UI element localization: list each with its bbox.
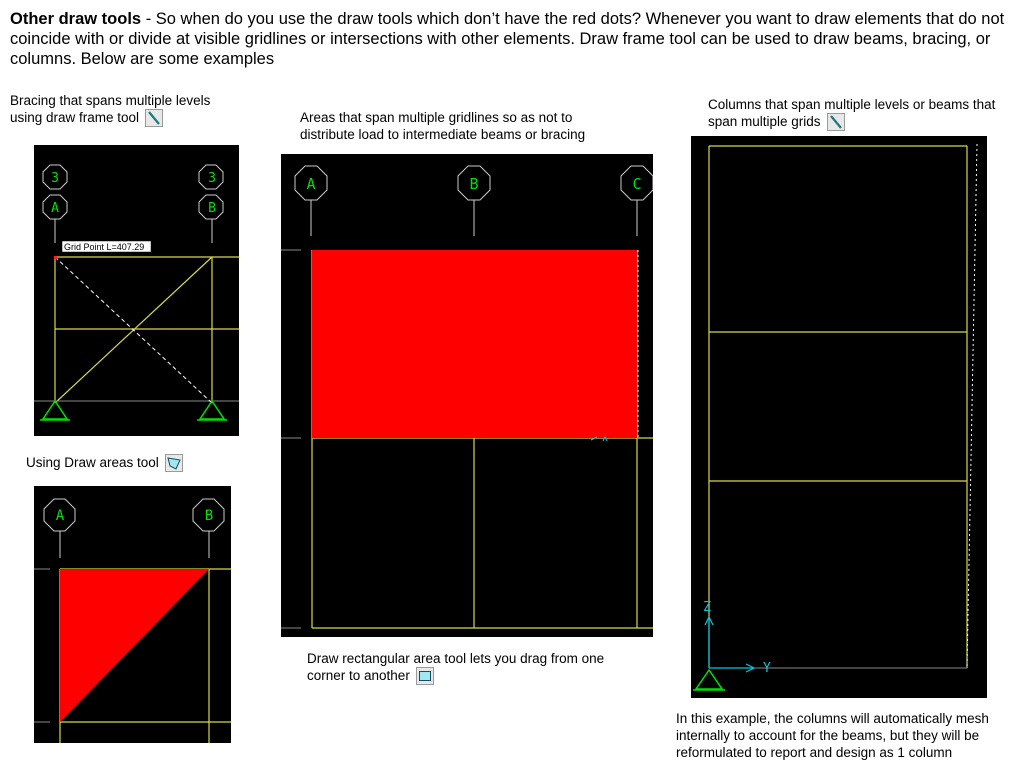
intro-paragraph — [10, 9, 1015, 69]
support-icon — [200, 401, 224, 419]
grid-label: 3 — [51, 171, 59, 186]
column-span-model-view[interactable] — [691, 136, 987, 698]
intro-heading: Other draw tools — [10, 10, 142, 28]
bracing-model-view[interactable] — [34, 145, 239, 436]
area-span-model-view[interactable] — [281, 154, 653, 637]
grid-label: B — [204, 508, 214, 524]
caption-bracing: Bracing that spans multiple levels using draw frame tool — [10, 92, 240, 127]
axis-label-z: Z — [703, 600, 711, 615]
support-icon — [43, 401, 67, 419]
draw-area-tool-icon — [165, 454, 183, 472]
draw-frame-tool-icon — [827, 113, 845, 131]
intro-body: - So when do you use the draw tools which don’t have the red dots? Whenever you want to draw elements that do not coincide with or divide at visible gridlines or intersections with other elements. Draw frame tool can be used to draw beams, bracing, or columns. Below are some examples — [10, 10, 1005, 68]
caption-mesh-note: In this example, the columns will automatically mesh internally to account for the beams, but they will be reformulated to report and design as 1 column — [676, 711, 989, 760]
red-area-shell — [312, 250, 637, 438]
grid-label: B — [469, 175, 479, 193]
caption-rect-area: Draw rectangular area tool lets you drag from one corner to another — [307, 650, 607, 685]
axis-label-y: Y — [763, 661, 771, 676]
draw-frame-tool-icon — [145, 109, 163, 127]
caption-columns: Columns that span multiple levels or beams that span multiple grids — [708, 96, 998, 131]
support-icon — [696, 670, 722, 689]
tooltip-text: Grid Point L=407.29 — [64, 242, 145, 252]
grid-label: A — [306, 175, 316, 193]
grid-label: B — [208, 201, 216, 216]
caption-areas-span: Areas that span multiple gridlines so as not to distribute load to intermediate beams or bracing — [300, 110, 586, 142]
draw-area-model-view[interactable] — [34, 486, 231, 743]
grid-label: A — [51, 201, 59, 216]
caption-draw-areas: Using Draw areas tool — [26, 454, 246, 472]
column-drag-line — [967, 144, 977, 668]
grid-label: A — [55, 508, 65, 524]
grid-label: C — [632, 175, 642, 193]
red-triangle-area — [60, 569, 209, 722]
draw-rectangular-area-tool-icon — [416, 667, 434, 685]
grid-label: 3 — [208, 171, 216, 186]
